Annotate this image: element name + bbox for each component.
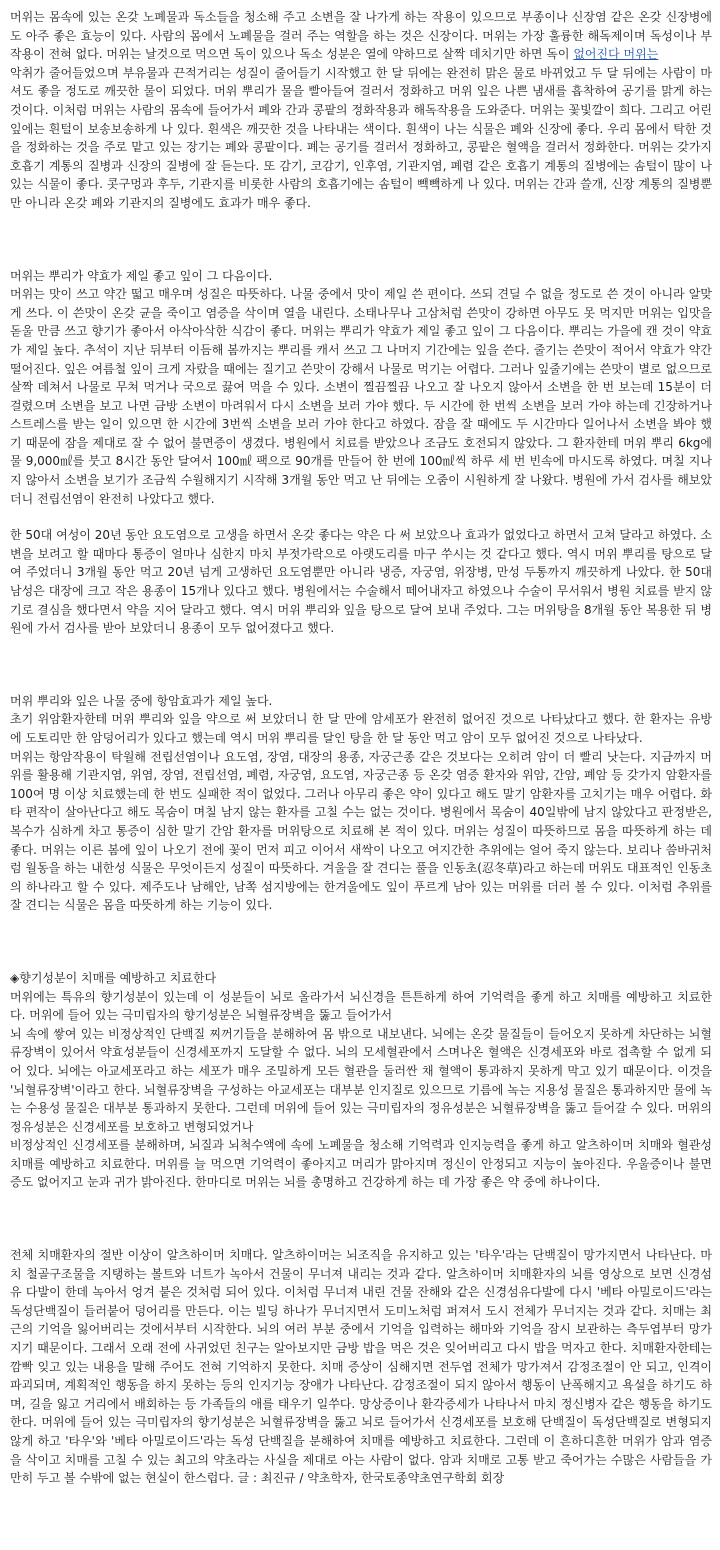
section2-paragraph-1: 머위는 맛이 쓰고 약간 떫고 매우며 성질은 따뜻하다. 나물 중에서 맛이 제일 쓴 편이다. 쓰되 견딜 수 없을 정도로 쓴 것이 아니라 알맞게 쓰다. 이 쓴맛이 온갖 균을 죽이고 염증을 삭이며 열을 내린다. 소태나무나 고삼처럼 쓴맛이 강하면 아무도 못 먹지만 머위는 입맛을 돋울 만큼 쓰고 향기가 좋아서 아삭아삭한 식감이 좋다. 머위는 뿌리가 약효가 제일 좋고 잎이 그 다음이다. 뿌리는 가을에 캔 것이 약효가 제일 높다. 추석이 지난 뒤부터 이듬해 봄까지는 뿌리를 캐서 쓰고 그 나머지 기간에는 잎을 쓴다. 줄기는 쓴맛이 적어서 약효가 약간 떨어진다. 잎은 여름철 잎이 크게 자랐을 때에는 질기고 쓴맛이 강해서 나물로 먹기는 어렵다. 그러나 잎줄기에는 쓴맛이 별로 없으므로 살짝 데쳐서 나물로 무쳐 먹거나 국으로 끓여 먹을 수 있다. 소변이 찔끔찔끔 나오고 잘 나오지 않아서 소변을 한 번 보는데 15분이 더 걸렸으며 소변을 보고 나면 금방 소변이 마려워서 다시 소변을 보러 가야 했다. 두 시간에 한 번씩 소변을 보러 가야 하는데 긴장하거나 스트레스를 받는 일이 있으면 한 시간에 3번씩 소변을 보러 가야 한다고 하였다. 잠을 잘 때에도 두 시간마다 일어나서 소변을 봐야 했기 때문에 잠을 제대로 잘 수 없어 불면증이 생겼다. 병원에서 치료를 받았으나 조금도 호전되지 않았다. 그 환자한테 머위 뿌리 6kg에 물 9,000㎖를 붓고 8시간 동안 달여서 100㎖ 팩으로 90개를 만들어 한 번에 100㎖씩 하루 세 번 빈속에 마시도록 하였다. 며칠 지나지 않아서 소변을 보기가 조금씩 수월해지기 시작해 3개월 동안 먹고 난 뒤에는 오줌이 시원하게 잘 나왔다. 병원에 가서 검사를 해보았더니 전립선염이 완전히 나았다고 했다. [10, 287, 712, 506]
spacer [10, 508, 712, 526]
section4-paragraph-3: 비정상적인 신경세포를 분해하며, 뇌질과 뇌척수액에 속에 노폐물을 청소해 기억력과 인지능력을 좋게 하고 알츠하이머 치매와 혈관성 치매를 예방하고 치료한다. 머위를 늘 먹으면 기억력이 좋아지고 머리가 맑아지며 정신이 안정되고 지능이 높아진다. 우울증이나 불면증도 없어지고 눈과 귀가 밝아진다. 한마디로 머위는 뇌를 총명하고 건강하게 하는 데 가장 좋은 약 중에 하나이다. [10, 1138, 712, 1190]
intro-text: 머위는 몸속에 있는 온갖 노폐물과 독소들을 청소해 주고 소변을 잘 나가게 하는 작용이 있으므로 부종이나 신장염 같은 온갖 신장병에도 아주 좋은 효능이 있다. 사람의 몸에서 노폐물을 걸러 주는 역할을 하는 것은 신장이다. 머위는 가장 훌륭한 해독제이며 독성이나 부작용이 전혀 없다. 머위는 날것으로 먹으면 독이 있으나 독소 성분은 열에 약하므로 살짝 데치기만 하면 독이 [10, 10, 712, 62]
article-body [10, 8, 712, 1488]
section4-paragraph-1: 머위에는 특유의 향기성분이 있는데 이 성분들이 뇌로 올라가서 뇌신경을 튼튼하게 하여 기억력을 좋게 하고 치매를 예방하고 치료한다. 머위에 들어 있는 극미립자의 향기성분은 뇌혈류장벽을 뚫고 들어가서 [10, 989, 712, 1023]
section5-paragraph: 전체 치매환자의 절반 이상이 알츠하이머 치매다. 알츠하이머는 뇌조직을 유지하고 있는 '타우'라는 단백질이 망가지면서 나타난다. 마치 철골구조물을 지탱하는 볼트와 너트가 녹아서 건물이 무너져 내리는 것과 같다. 알츠하이머 치매환자의 뇌를 영상으로 보면 신경섬유 다발이 한데 녹아서 엉겨 붙은 것처럼 되어 있다. 이처럼 무너져 내린 건물 잔해와 같은 신경섬유다발에 다시 '베타 아밀로이드'라는 독성단백질이 들러붙어 덩어리를 만든다. 이는 빌딩 하나가 무너지면서 도미노처럼 퍼져서 도시 전체가 무너지는 것과 같다. 치매는 최근의 기억을 잃어버리는 것에서부터 시작한다. 뇌의 여러 부분 중에서 기억을 입력하는 해마와 기억을 잠시 보관하는 측두엽부터 망가지기 때문이다. 그래서 오래 전에 사귀었던 친구는 알아보지만 금방 밥을 먹은 것은 잊어버리고 다시 밥을 먹자고 한다. 치매환자한테는 깜빡 잊고 있는 내용을 말해 주어도 전혀 기억하지 못한다. 치매 증상이 심해지면 전두엽 전체가 망가져서 감정조절이 안 되고, 인격이 파괴되며, 계획적인 행동을 하지 못하는 등의 인지기능 장애가 나타난다. 감정조절이 되지 않아서 행동이 난폭해지고 욕설을 하기도 하며, 길을 잃고 거리에서 배회하는 등 가족들의 애를 태우기 일쑤다. 망상증이나 환각증세가 나타나서 마치 정신병자 같은 행동을 하기도 한다. 머위에 들어 있는 극미립자의 향기성분은 뇌혈류장벽을 뚫고 뇌로 들어가서 신경세포를 보호해 단백질이 독성단백질로 변형되지 않게 하고 '타우'와 '베타 아밀로이드'라는 독성 단백질을 분해하여 치매를 예방하고 치료한다. 그런데 이 흔하디흔한 머위가 암과 염증을 삭이고 치매를 고칠 수 있는 최고의 약초라는 사실을 제대로 아는 사람이 없다. 암과 치매로 고통 받고 죽어가는 수많은 사람들을 가만히 두고 볼 수밖에 없는 현실이 한스럽다. 글 : 최진규 / 약초학자, 한국토종약초연구학회 회장 [10, 1248, 712, 1486]
section3-heading: 머위 뿌리와 잎은 나물 중에 항암효과가 제일 높다. [10, 693, 273, 708]
spacer [10, 213, 712, 267]
intro-link[interactable]: 없어진다 머위는 [573, 47, 659, 62]
section2-heading: 머위는 뿌리가 약효가 제일 좋고 잎이 그 다음이다. [10, 268, 273, 283]
intro-rest-paragraph: 악취가 줄어들었으며 부유물과 끈적거리는 성질이 줄어들기 시작했고 한 달 뒤에는 완전히 맑은 물로 바뀌었고 두 달 뒤에는 사람이 마셔도 좋을 정도로 깨끗한 물이 되었다. 머위 뿌리가 물을 빨아들여 걸러서 정화하고 머위 잎은 나쁜 냄새를 흡착하여 공기를 맑게 하는 것이다. 이처럼 머위는 사람의 몸속에 들어가서 폐와 간과 콩팥의 정화작용과 해독작용을 도와준다. 머위는 꽃빛깔이 희다. 그리고 어린잎에는 흰털이 보송보송하게 나 있다. 흰색은 깨끗한 것을 나타내는 색이다. 흰색이 나는 식물은 폐와 신장에 좋다. 우리 몸에서 탁한 것을 정화하는 것을 주로 맡고 있는 장기는 폐와 콩팥이다. 폐는 공기를 걸러서 정화하고, 콩팥은 혈액을 걸러서 정화한다. 머위는 갖가지 호흡기 계통의 질병과 신장의 질병에 잘 듣는다. 또 감기, 코감기, 인후염, 기관지염, 폐렴 같은 호흡기 계통의 질병에는 솜털이 많이 나 있는 식물이 좋다. 콧구멍과 후두, 기관지를 비롯한 사람의 호흡기에는 솜털이 빽빽하게 나 있다. 머위는 간과 쓸개, 신장 계통의 질병뿐만 아니라 온갖 폐와 기관지의 질병에도 효과가 매우 좋다. [10, 65, 712, 210]
intro-paragraph [10, 8, 712, 64]
spacer [10, 1192, 712, 1246]
section3-paragraph-2: 머위는 항암작용이 탁월해 전립선염이나 요도염, 장염, 대장의 용종, 자궁근종 같은 것보다는 오히려 암이 더 빨리 낫는다. 지금까지 머위를 활용해 기관지염, 위염, 장염, 전립선염, 폐렴, 자궁염, 요도염, 자궁근종 등 온갖 염증 환자와 위암, 간암, 폐암 등 갖가지 암환자를 100여 명 이상 치료했는데 한 번도 실패한 적이 없었다. 그러나 아무리 좋은 약이 있다고 해도 말기 암환자를 고치기는 매우 어렵다. 화타 편작이 살아난다고 해도 목숨이 며칠 남지 않는 환자를 고칠 수는 없는 것이다. 병원에서 목숨이 40일밖에 남지 않았다고 판정받은, 복수가 심하게 차고 통증이 심한 말기 간암 환자를 머위탕으로 치료해 본 적이 있다. 머위는 성질이 따뜻하므로 몸을 따뜻하게 하는 데 좋다. 머위는 이른 봄에 잎이 나오기 전에 꽃이 먼저 피고 이어서 새싹이 나오고 여지간한 추위에는 얼어 죽지 않는다. 보리나 씀바귀처럼 월동을 하는 내한성 식물은 무엇이든지 성질이 따뜻하다. 겨울을 잘 견디는 풀을 인동초(忍冬草)라고 하는데 머위도 대표적인 인동초의 하나라고 할 수 있다. 제주도나 남해안, 남쪽 섬지방에는 한겨울에도 잎이 푸르게 남아 있는 머위를 더러 볼 수 있다. 이처럼 추위를 잘 견디는 식물은 몸을 따뜻하게 하는 기능이 있다. [10, 749, 712, 913]
spacer [10, 638, 712, 692]
section3-paragraph-1: 초기 위암환자한테 머위 뿌리와 잎을 약으로 써 보았더니 한 달 만에 암세포가 완전히 없어진 것으로 나타났다고 했다. 한 환자는 유방에 도토리만 한 암덩어리가 있다고 했는데 역시 머위 뿌리를 달인 탕을 한 달 동안 먹고 암이 모두 없어진 것으로 나타났다. [10, 712, 712, 745]
section2-paragraph-2: 한 50대 여성이 20년 동안 요도염으로 고생을 하면서 온갖 좋다는 약은 다 써 보았으나 효과가 없었다고 하면서 고쳐 달라고 하였다. 소변을 보려고 할 때마다 통증이 얼마나 심한지 마치 부젓가락으로 아랫도리를 마구 쑤시는 것 같다고 했다. 역시 머위 뿌리를 탕으로 달여 주었더니 3개월 동안 먹고 20년 넘게 고생하던 요도염뿐만 아니라 냉증, 자궁염, 위장병, 만성 두통까지 깨끗하게 나았다. 한 50대 남성은 대장에 크고 작은 용종이 15개나 있다고 했다. 병원에서는 수술해서 떼어내자고 하였으나 수술이 무서워서 병원 치료를 받지 않기로 결심을 했다면서 약을 지어 달라고 했다. 역시 머위 뿌리와 잎을 탕으로 달여 보내 주었다. 그는 머위탕을 8개월 동안 복용한 뒤 병원에 가서 검사를 받아 보았더니 용종이 모두 없어졌다고 했다. [10, 528, 712, 636]
section4-heading: ◈향기성분이 치매를 예방하고 치료한다 [10, 970, 217, 985]
spacer [10, 915, 712, 969]
section4-paragraph-2: 뇌 속에 쌓여 있는 비정상적인 단백질 찌꺼기들을 분해하여 몸 밖으로 내보낸다. 뇌에는 온갖 물질들이 들어오지 못하게 차단하는 뇌혈류장벽이 있어서 약효성분들이 신경세포까지 도달할 수 없다. 뇌의 모세혈관에서 스며나온 혈액은 신경세포와 바로 접촉할 수 없게 되어 있다. 뇌에는 아교세포라고 하는 세포가 매우 조밀하게 모든 혈관을 둘러싼 채 혈액이 통과하지 못하게 막고 있기 때문이다. 이것을 '뇌혈류장벽'이라고 한다. 뇌혈류장벽을 구성하는 아교세포는 대부분 인지질로 있으므로 기름에 녹는 지용성 물질은 통과하지만 물에 녹는 수용성 물질은 대부분 통과하지 못한다. 그런데 머위에 들어 있는 극미립자의 정유성분은 뇌혈류장벽을 뚫고 들어갈 수 있다. 머위의 정유성분은 신경세포를 보호하고 변형되었거나 [10, 1026, 712, 1134]
